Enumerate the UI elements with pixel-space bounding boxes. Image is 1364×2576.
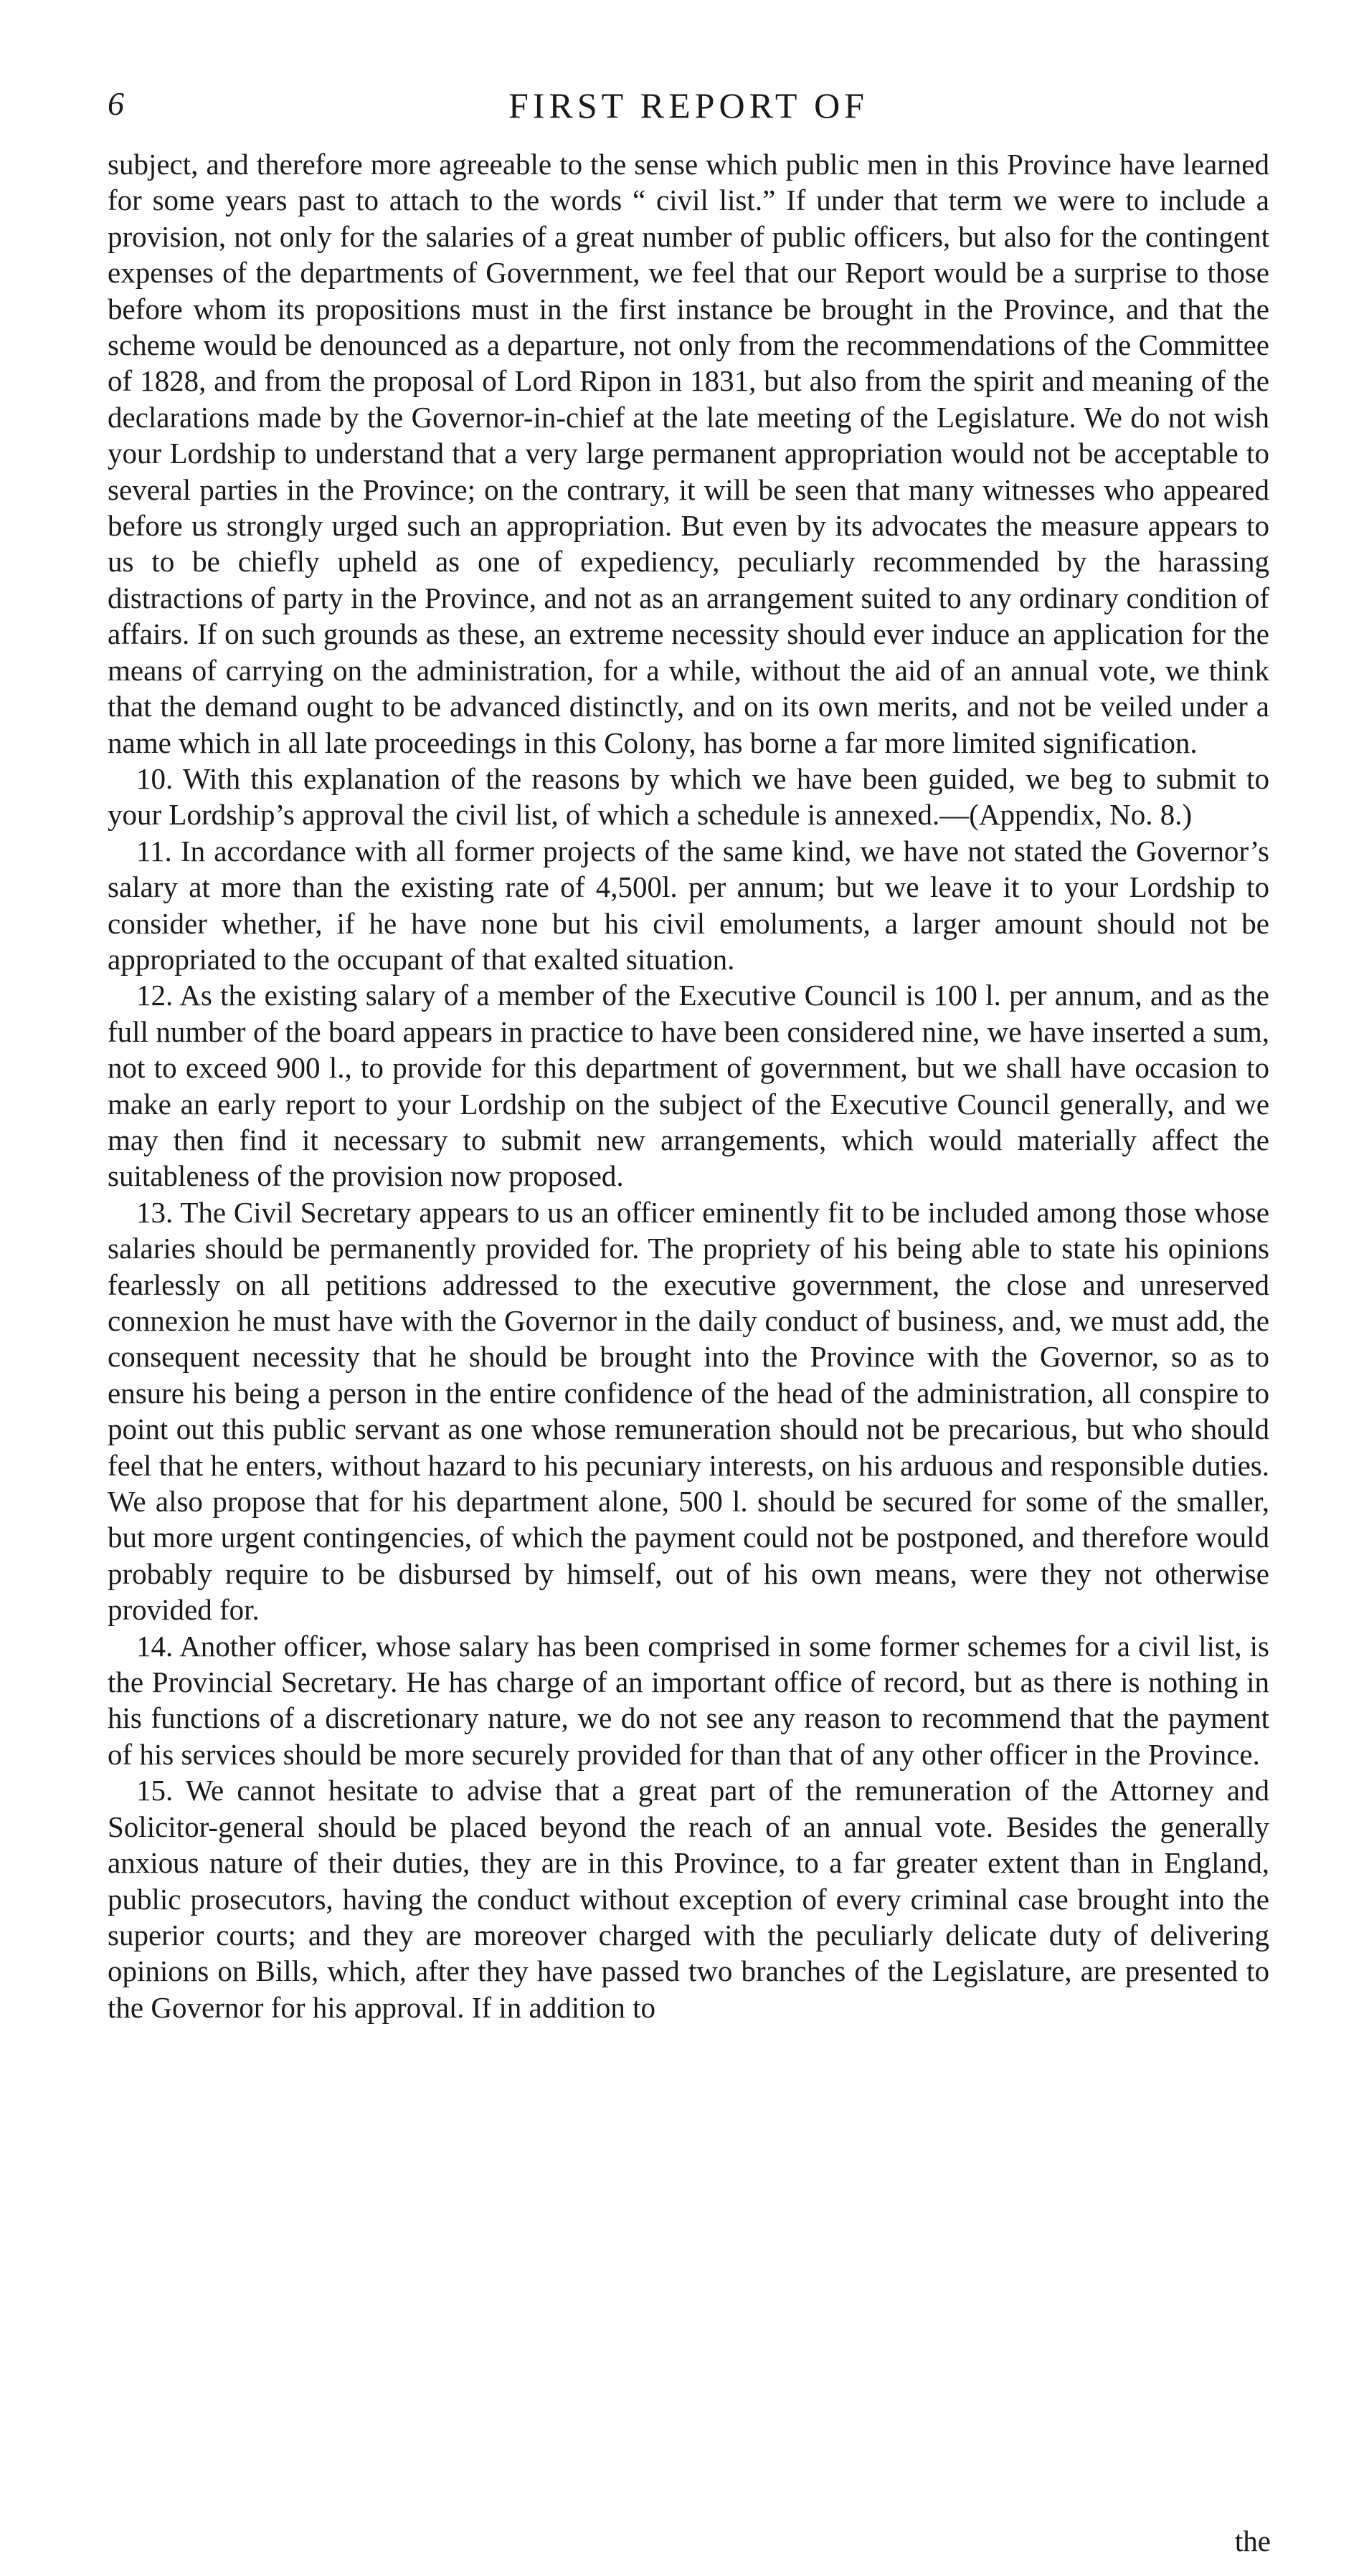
paragraph-14: 14. Another officer, whose salary has been comprised in some former schemes for a civil list, is the Provincial Secretary. He has charge of an important office of record, but as there is nothing in his functions of a discretionary nature, we do not see any reason to recommend that the payment of his services should be more securely provided for than that of any other officer in the Province.	[108, 1629, 1269, 1771]
paragraph-continued: subject, and therefore more agreeable to the sense which public men in this Province have learned for some years past to attach to the words “ civil list.” If under that term we were to include a provision, not only for the salaries of a great number of public officers, but also for the contingent expenses of the departments of Government, we feel that our Report would be a surprise to those before whom its propositions must in the first instance be brought in the Province, and that the scheme would be denounced as a departure, not only from the recommendations of the Committee of 1828, and from the proposal of Lord Ripon in 1831, but also from the spirit and meaning of the declarations made by the Governor-in-chief at the late meeting of the Legislature. We do not wish your Lordship to understand that a very large permanent appropriation would not be acceptable to several parties in the Province; on the contrary, it will be seen that many witnesses who appeared before us strongly urged such an appropriation. But even by its advocates the measure appears to us to be chiefly upheld as one of expediency, peculiarly recommended by the harassing distractions of party in the Province, and not as an arrangement suited to any ordinary condition of affairs. If on such grounds as these, an extreme necessity should ever induce an application for the means of carrying on the administration, for a while, without the aid of an annual vote, we think that the demand ought to be advanced distinctly, and on its own merits, and not be veiled under a name which in all late proceedings in this Colony, has borne a far more limited signification.	[108, 148, 1269, 759]
paragraph-12: 12. As the existing salary of a member of the Executive Council is 100 l. per annum, and as the full number of the board appears in practice to have been considered nine, we have inserted a sum, not to exceed 900 l., to provide for this department of government, but we shall have occasion to make an early report to your Lordship on the subject of the Executive Council generally, and we may then find it necessary to submit new arrangements, which would materially affect the suitableness of the provision now proposed.	[108, 979, 1269, 1193]
page-title: FIRST REPORT OF	[508, 85, 868, 125]
paragraph-15: 15. We cannot hesitate to advise that a great part of the remuneration of the Attorney and Solicitor-general should be placed beyond the reach of an annual vote. Besides the generally anxious nature of their duties, they are in this Province, to a far greater extent than in England, public prosecutors, having the conduct without exception of every criminal case brought into the superior courts; and they are moreover charged with the peculiarly delicate duty of delivering opinions on Bills, which, after they have passed two branches of the Legislature, are presented to the Governor for his approval. If in addition to	[108, 1774, 1269, 2024]
running-head	[108, 85, 1269, 128]
paragraph-11: 11. In accordance with all former projects of the same kind, we have not stated the Governor’s salary at more than the existing rate of 4,500l. per annum; but we leave it to your Lordship to consider whether, if he have none but his civil emoluments, a larger amount should not be appropriated to the occupant of that exalted situation.	[108, 834, 1269, 976]
paragraph-10: 10. With this explanation of the reasons by which we have been guided, we beg to submit to your Lordship’s approval the civil list, of which a schedule is annexed.—(Appendix, No. 8.)	[108, 761, 1269, 832]
report-body	[108, 146, 1269, 2025]
page-number: 6	[108, 85, 125, 122]
paragraph-13: 13. The Civil Secretary appears to us an officer eminently fit to be included among those whose salaries should be permanently provided for. The propriety of his being able to state his opinions fearlessly on all petitions addressed to the executive government, the close and unreserved connexion he must have with the Governor in the daily conduct of business, and, we must add, the consequent necessity that he should be brought into the Province with the Governor, so as to ensure his being a person in the entire confidence of the head of the administration, all conspire to point out this public servant as one whose remuneration should not be precarious, but who should feel that he enters, without hazard to his pecuniary interests, on his arduous and responsible duties. We also propose that for his department alone, 500 l. should be secured for some of the smaller, but more urgent contingencies, of which the payment could not be postponed, and therefore would probably require to be disbursed by himself, out of his own means, were they not otherwise provided for.	[108, 1195, 1269, 1627]
catchword: the	[1234, 2524, 1271, 2557]
